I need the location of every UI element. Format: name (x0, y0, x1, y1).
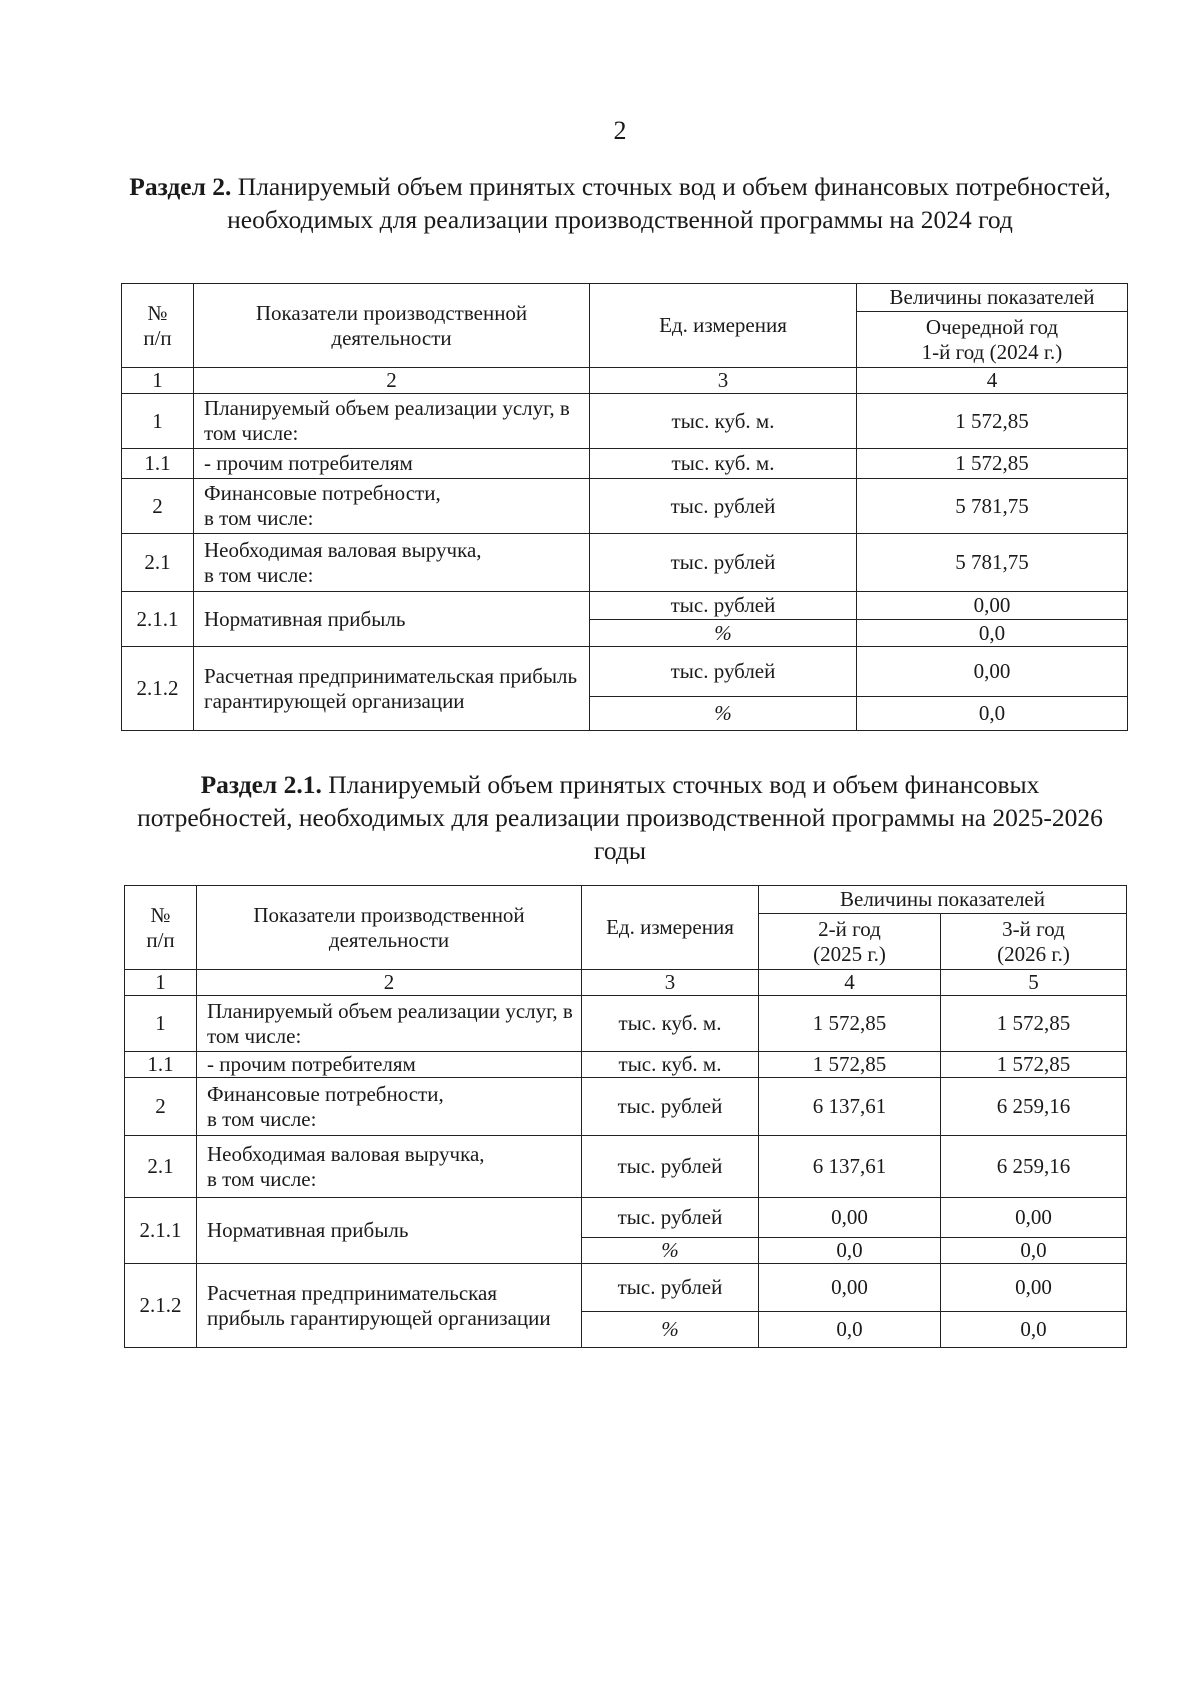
column-number: 2 (197, 970, 582, 996)
row-indicator: Планируемый объем реализации услуг, в том числе: (194, 394, 590, 449)
row-value: 0,0 (857, 697, 1128, 731)
row-num: 1 (125, 996, 197, 1052)
row-num: 1.1 (122, 449, 194, 479)
section-2-1-heading-text: Планируемый объем принятых сточных вод и объем финансовых потребностей, необходимых для реализации производственной программы на 2025-2026 годы (137, 770, 1103, 865)
row-unit: тыс. рублей (590, 534, 857, 592)
row-value-2026: 1 572,85 (941, 996, 1127, 1052)
row-value-2025: 6 137,61 (759, 1136, 941, 1198)
table-row (122, 647, 1128, 697)
row-value-2026: 0,0 (941, 1238, 1127, 1264)
row-value-2026: 0,0 (941, 1312, 1127, 1348)
table-row (122, 449, 1128, 479)
row-value: 5 781,75 (857, 534, 1128, 592)
table-row (125, 1136, 1127, 1198)
header-indicator: Показатели производственной деятельности (197, 886, 582, 970)
column-number: 5 (941, 970, 1127, 996)
header-num: № п/п (122, 284, 194, 368)
table-row (122, 394, 1128, 449)
row-unit: % (590, 697, 857, 731)
row-indicator: - прочим потребителям (194, 449, 590, 479)
row-indicator: Нормативная прибыль (197, 1198, 582, 1264)
row-indicator: Расчетная предпринимательская прибыль гарантирующей организации (197, 1264, 582, 1348)
row-num: 2.1 (122, 534, 194, 592)
row-value-2025: 1 572,85 (759, 996, 941, 1052)
row-unit: тыс. рублей (590, 479, 857, 534)
table-row (122, 592, 1128, 620)
column-number: 4 (857, 368, 1128, 394)
header-unit: Ед. измерения (582, 886, 759, 970)
header-values-group: Величины показателей (857, 284, 1128, 312)
column-number: 3 (590, 368, 857, 394)
row-indicator: Финансовые потребности, в том числе: (194, 479, 590, 534)
row-value-2026: 6 259,16 (941, 1136, 1127, 1198)
row-num: 2.1.1 (122, 592, 194, 647)
row-unit: тыс. рублей (582, 1198, 759, 1238)
row-value-2025: 0,0 (759, 1312, 941, 1348)
row-num: 2 (122, 479, 194, 534)
row-unit: тыс. рублей (582, 1136, 759, 1198)
header-year-2025: 2-й год (2025 г.) (759, 914, 941, 970)
section-2-table (121, 283, 1128, 731)
row-unit: % (582, 1238, 759, 1264)
row-num: 1.1 (125, 1052, 197, 1078)
row-num: 2.1.1 (125, 1198, 197, 1264)
row-value: 0,00 (857, 647, 1128, 697)
header-unit: Ед. измерения (590, 284, 857, 368)
column-number: 4 (759, 970, 941, 996)
row-value-2026: 0,00 (941, 1264, 1127, 1312)
table-row (125, 1052, 1127, 1078)
row-value-2026: 0,00 (941, 1198, 1127, 1238)
row-unit: тыс. рублей (582, 1264, 759, 1312)
row-indicator: Необходимая валовая выручка, в том числе: (194, 534, 590, 592)
table-row (122, 534, 1128, 592)
table-row (125, 1198, 1127, 1238)
row-indicator: Финансовые потребности, в том числе: (197, 1078, 582, 1136)
row-value: 1 572,85 (857, 449, 1128, 479)
row-value-2026: 1 572,85 (941, 1052, 1127, 1078)
row-indicator: Расчетная предпринимательская прибыль гарантирующей организации (194, 647, 590, 731)
section-2-heading (120, 170, 1120, 236)
table-row (125, 1078, 1127, 1136)
section-2-heading-label: Раздел 2. (129, 172, 232, 201)
row-unit: тыс. куб. м. (590, 449, 857, 479)
row-value-2025: 0,00 (759, 1198, 941, 1238)
row-num: 2.1 (125, 1136, 197, 1198)
row-value: 1 572,85 (857, 394, 1128, 449)
row-value-2025: 0,00 (759, 1264, 941, 1312)
section-2-1-table (124, 885, 1127, 1348)
row-indicator: - прочим потребителям (197, 1052, 582, 1078)
row-unit: тыс. куб. м. (590, 394, 857, 449)
row-indicator: Необходимая валовая выручка, в том числе: (197, 1136, 582, 1198)
column-number: 2 (194, 368, 590, 394)
header-year-2024: Очередной год 1-й год (2024 г.) (857, 312, 1128, 368)
row-value: 5 781,75 (857, 479, 1128, 534)
row-num: 2 (125, 1078, 197, 1136)
row-indicator: Планируемый объем реализации услуг, в том числе: (197, 996, 582, 1052)
table-row (125, 1264, 1127, 1312)
section-2-1-heading-label: Раздел 2.1. (200, 770, 322, 799)
row-value-2026: 6 259,16 (941, 1078, 1127, 1136)
header-num: № п/п (125, 886, 197, 970)
row-unit: % (590, 620, 857, 647)
header-values-group: Величины показателей (759, 886, 1127, 914)
row-unit: тыс. рублей (590, 592, 857, 620)
row-unit: тыс. куб. м. (582, 1052, 759, 1078)
row-num: 1 (122, 394, 194, 449)
row-unit: % (582, 1312, 759, 1348)
row-value-2025: 1 572,85 (759, 1052, 941, 1078)
column-number: 1 (122, 368, 194, 394)
row-num: 2.1.2 (122, 647, 194, 731)
row-unit: тыс. рублей (582, 1078, 759, 1136)
row-value-2025: 6 137,61 (759, 1078, 941, 1136)
page-number: 2 (613, 116, 627, 145)
row-unit: тыс. куб. м. (582, 996, 759, 1052)
table-row (125, 996, 1127, 1052)
row-value: 0,0 (857, 620, 1128, 647)
section-2-1-heading (120, 768, 1120, 867)
row-unit: тыс. рублей (590, 647, 857, 697)
header-indicator: Показатели производственной деятельности (194, 284, 590, 368)
row-indicator: Нормативная прибыль (194, 592, 590, 647)
row-num: 2.1.2 (125, 1264, 197, 1348)
table-row (122, 479, 1128, 534)
row-value: 0,00 (857, 592, 1128, 620)
column-number: 1 (125, 970, 197, 996)
row-value-2025: 0,0 (759, 1238, 941, 1264)
header-year-2026: 3-й год (2026 г.) (941, 914, 1127, 970)
section-2-heading-text: Планируемый объем принятых сточных вод и объем финансовых потребностей, необходимых для реализации производственной программы на 2024 год (227, 172, 1111, 234)
column-number: 3 (582, 970, 759, 996)
